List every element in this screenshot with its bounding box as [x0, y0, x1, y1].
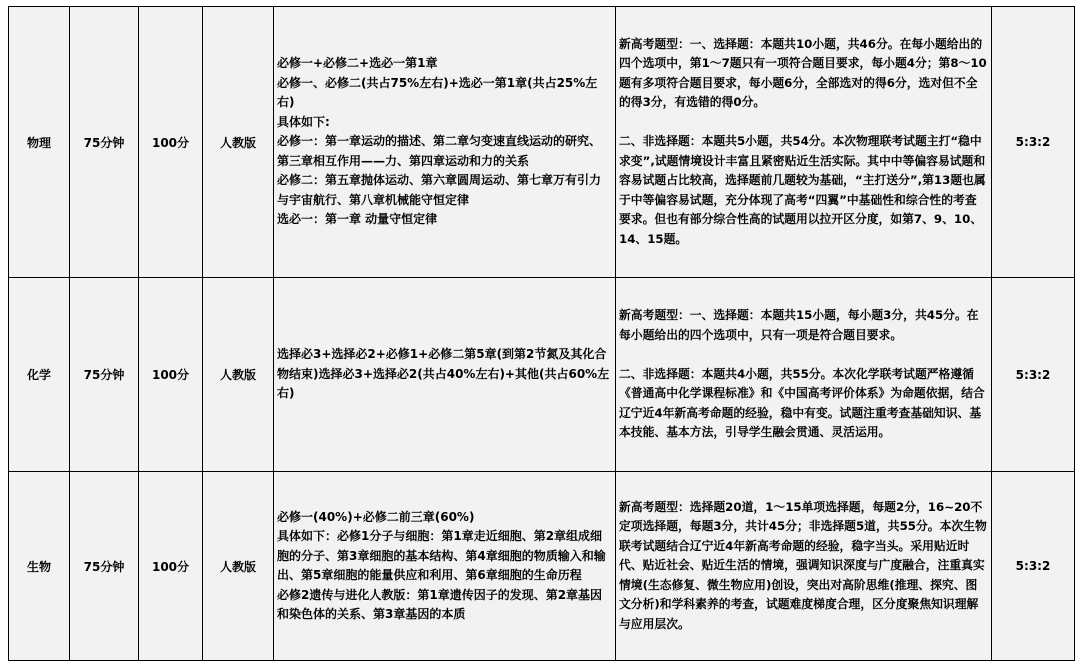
scope-cell — [274, 472, 616, 661]
exam-format-paragraph: 二、非选择题：本题共5小题，共54分。本次物理联考试题主打“稳中求变”,试题情境设计丰富且紧密贴近生活实际。其中中等偏容易试题和容易试题占比较高，选择题前几题较为基础，“主打送分”,第13题也属于中等偏容易试题，充分体现了高考“四翼”中基础性和综合性的考查要求。但也有部分综合性高的试题用以拉开区分度，如第7、9、10、14、15题。 — [619, 134, 986, 246]
edition-cell: 人教版 — [203, 7, 274, 278]
edition-cell: 人教版 — [203, 472, 274, 661]
exam-info-table — [8, 6, 1075, 661]
subject-cell: 化学 — [9, 278, 70, 472]
paragraph-gap — [619, 113, 987, 133]
exam-format-paragraph: 二、非选择题：本题共4小题，共55分。本次化学联考试题严格遵循《普通高中化学课程标准》和《中国高考评价体系》为命题依据，结合辽宁近4年新高考命题的经验，稳中有变。试题注重考查基础知识、基本技能、基本方法，引导学生融会贯通、灵活运用。 — [619, 366, 985, 440]
exam-format-paragraph: 新高考题型：一、选择题：本题共10小题，共46分。在每小题给出的四个选项中，第1～7题只有一项符合题目要求，每小题4分；第8～10题有多项符合题目要求，每小题6分，全部选对的得6分，选对但不全的得3分，有选错的得0分。 — [619, 36, 987, 110]
scope-line: 必修一：第一章运动的描述、第二章匀变速直线运动的研究、第三章相互作用——力、第四章运动和力的关系 — [277, 134, 602, 168]
score-cell: 100分 — [139, 278, 203, 472]
duration-cell: 75分钟 — [70, 278, 139, 472]
table-row — [9, 278, 1075, 472]
scope-line: 必修一、必修二(共占75%左右)+选必一第1章(共占25%左右) — [277, 75, 598, 110]
table-row — [9, 7, 1075, 278]
scope-line: 必修一(40%)+必修二前三章(60%) — [277, 509, 475, 524]
score-cell: 100分 — [139, 7, 203, 278]
edition-cell: 人教版 — [203, 278, 274, 472]
exam-format-cell — [616, 472, 992, 661]
scope-line: 选必一：第一章 动量守恒定律 — [277, 212, 438, 227]
scope-line: 选择必3+选择必2+必修1+必修二第5章(到第2节氮及其化合物结束)选择必3+选择必2(共占40%左右)+其他(共占60%左右) — [277, 347, 610, 401]
subject-cell: 生物 — [9, 472, 70, 661]
table-row — [9, 472, 1075, 661]
scope-cell — [274, 7, 616, 278]
scope-line: 必修2遗传与进化人教版：第1章遗传因子的发现、第2章基因和染色体的关系、第3章基因的本质 — [277, 587, 603, 621]
exam-format-cell — [616, 7, 992, 278]
paragraph-gap — [619, 345, 987, 365]
duration-cell: 75分钟 — [70, 7, 139, 278]
scope-line: 具体如下：必修1分子与细胞：第1章走近细胞、第2章组成细胞的分子、第3章细胞的基本结构、第4章细胞的物质输入和输出、第5章细胞的能量供应和利用、第6章细胞的生命历程 — [277, 529, 606, 582]
exam-format-paragraph: 新高考题型：选择题20道，1～15单项选择题，每题2分，16~20不定项选择题，每题3分，共计45分；非选择题5道，共55分。本次生物联考试题结合辽宁近4年新高考命题的经验，稳字当头。采用贴近时代、贴近社会、贴近生活的情境，强调知识深度与广度融合，注重真实情境(生态修复、微生物应用)创设，突出对高阶思维(推理、探究、图文分析)和学科素养的考查，试题难度梯度合理，区分度聚焦知识理解与应用层次。 — [619, 499, 987, 631]
ratio-cell: 5:3:2 — [992, 472, 1075, 661]
subject-cell: 物理 — [9, 7, 70, 278]
exam-format-cell — [616, 278, 992, 472]
scope-line: 必修二：第五章抛体运动、第六章圆周运动、第七章万有引力与宇宙航行、第八章机械能守恒定律 — [277, 173, 602, 207]
exam-format-paragraph: 新高考题型：一、选择题：本题共15小题，每小题3分，共45分。在每小题给出的四个选项中，只有一项是符合题目要求。 — [619, 308, 979, 342]
ratio-cell: 5:3:2 — [992, 278, 1075, 472]
scope-line: 具体如下: — [277, 114, 330, 129]
scope-cell — [274, 278, 616, 472]
duration-cell: 75分钟 — [70, 472, 139, 661]
scope-line: 必修一+必修二+选必一第1章 — [277, 56, 438, 71]
ratio-cell: 5:3:2 — [992, 7, 1075, 278]
score-cell: 100分 — [139, 472, 203, 661]
